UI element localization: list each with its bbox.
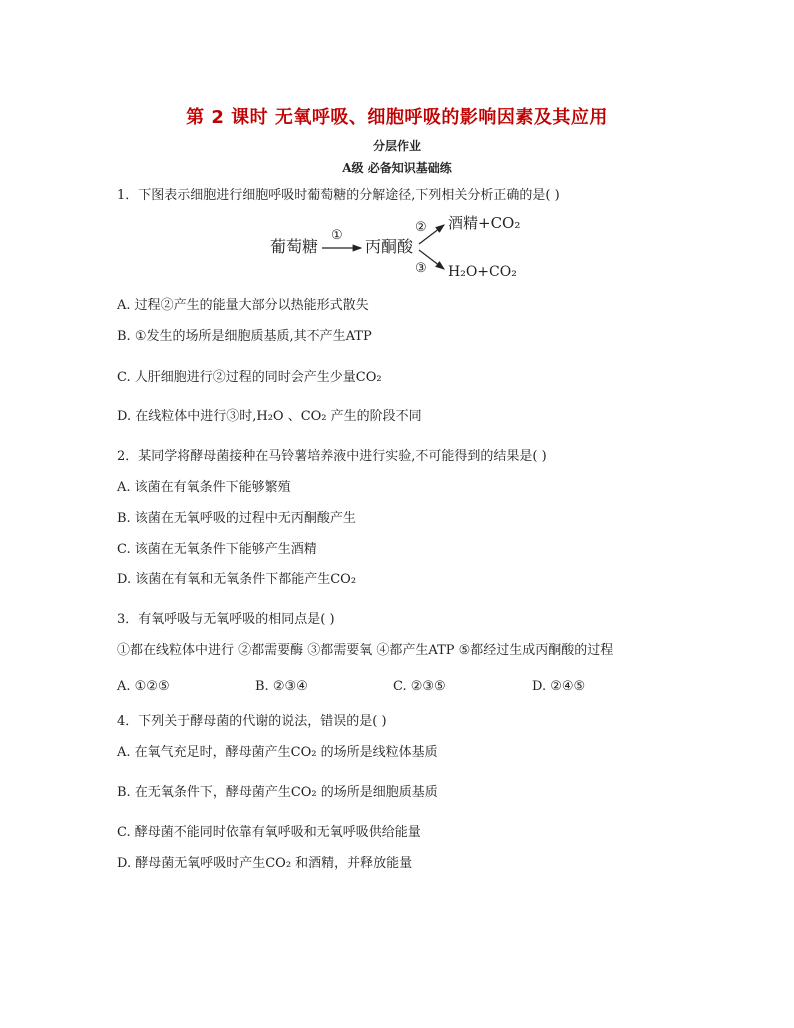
question-4-stem: 4．下列关于酵母菌的代谢的说法，错误的是( ) (117, 714, 387, 729)
respiration-pathway-diagram (262, 212, 532, 284)
q3-option-b: B. ②③④ (255, 679, 308, 694)
q2-option-b: B. 该菌在无氧呼吸的过程中无丙酮酸产生 (117, 511, 356, 526)
pyruvate-label: 丙酮酸 (365, 237, 414, 256)
q4-option-b: B. 在无氧条件下，酵母菌产生CO₂ 的场所是细胞质基质 (117, 785, 438, 800)
question-1-stem: 1．下图表示细胞进行细胞呼吸时葡萄糖的分解途径,下列相关分析正确的是( ) (117, 188, 560, 203)
q2-option-c: C. 该菌在无氧条件下能够产生酒精 (117, 542, 317, 557)
step-3-label: ③ (415, 261, 427, 276)
alcohol-co2-product: 酒精+CO₂ (448, 214, 521, 232)
q3-option-a: A. ①②⑤ (117, 679, 170, 694)
q3-option-d: D. ②④⑤ (532, 679, 586, 694)
step-2-label: ② (415, 220, 427, 235)
q2-option-d: D. 该菌在有氧和无氧条件下都能产生CO₂ (117, 572, 357, 587)
page-title: 第 2 课时 无氧呼吸、细胞呼吸的影响因素及其应用 (186, 107, 608, 128)
q3-option-c: C. ②③⑤ (393, 679, 446, 694)
step-1-label: ① (331, 228, 343, 243)
level-heading: A级 必备知识基础练 (342, 161, 452, 175)
q1-option-c: C. 人肝细胞进行②过程的同时会产生少量CO₂ (117, 370, 382, 385)
glucose-label: 葡萄糖 (270, 237, 319, 256)
question-2-stem: 2．某同学将酵母菌接种在马铃薯培养液中进行实验,不可能得到的结果是( ) (117, 449, 547, 464)
q4-option-a: A. 在氧气充足时，酵母菌产生CO₂ 的场所是线粒体基质 (117, 745, 438, 760)
q4-option-c: C. 酵母菌不能同时依靠有氧呼吸和无氧呼吸供给能量 (117, 825, 421, 840)
section-subtitle: 分层作业 (372, 139, 421, 153)
q1-option-d: D. 在线粒体中进行③时,H₂O 、CO₂ 产生的阶段不同 (117, 409, 422, 424)
q1-option-b: B. ①发生的场所是细胞质基质,其不产生ATP (117, 329, 372, 344)
q2-option-a: A. 该菌在有氧条件下能够繁殖 (117, 480, 291, 495)
q3-statements: ①都在线粒体中进行 ②都需要酶 ③都需要氧 ④都产生ATP ⑤都经过生成丙酮酸的过程 (117, 643, 614, 658)
q1-option-a: A. 过程②产生的能量大部分以热能形式散失 (117, 298, 369, 313)
q4-option-d: D. 酵母菌无氧呼吸时产生CO₂ 和酒精，并释放能量 (117, 856, 413, 871)
question-3-stem: 3．有氧呼吸与无氧呼吸的相同点是( ) (117, 612, 335, 627)
water-co2-product: H₂O+CO₂ (448, 264, 517, 280)
